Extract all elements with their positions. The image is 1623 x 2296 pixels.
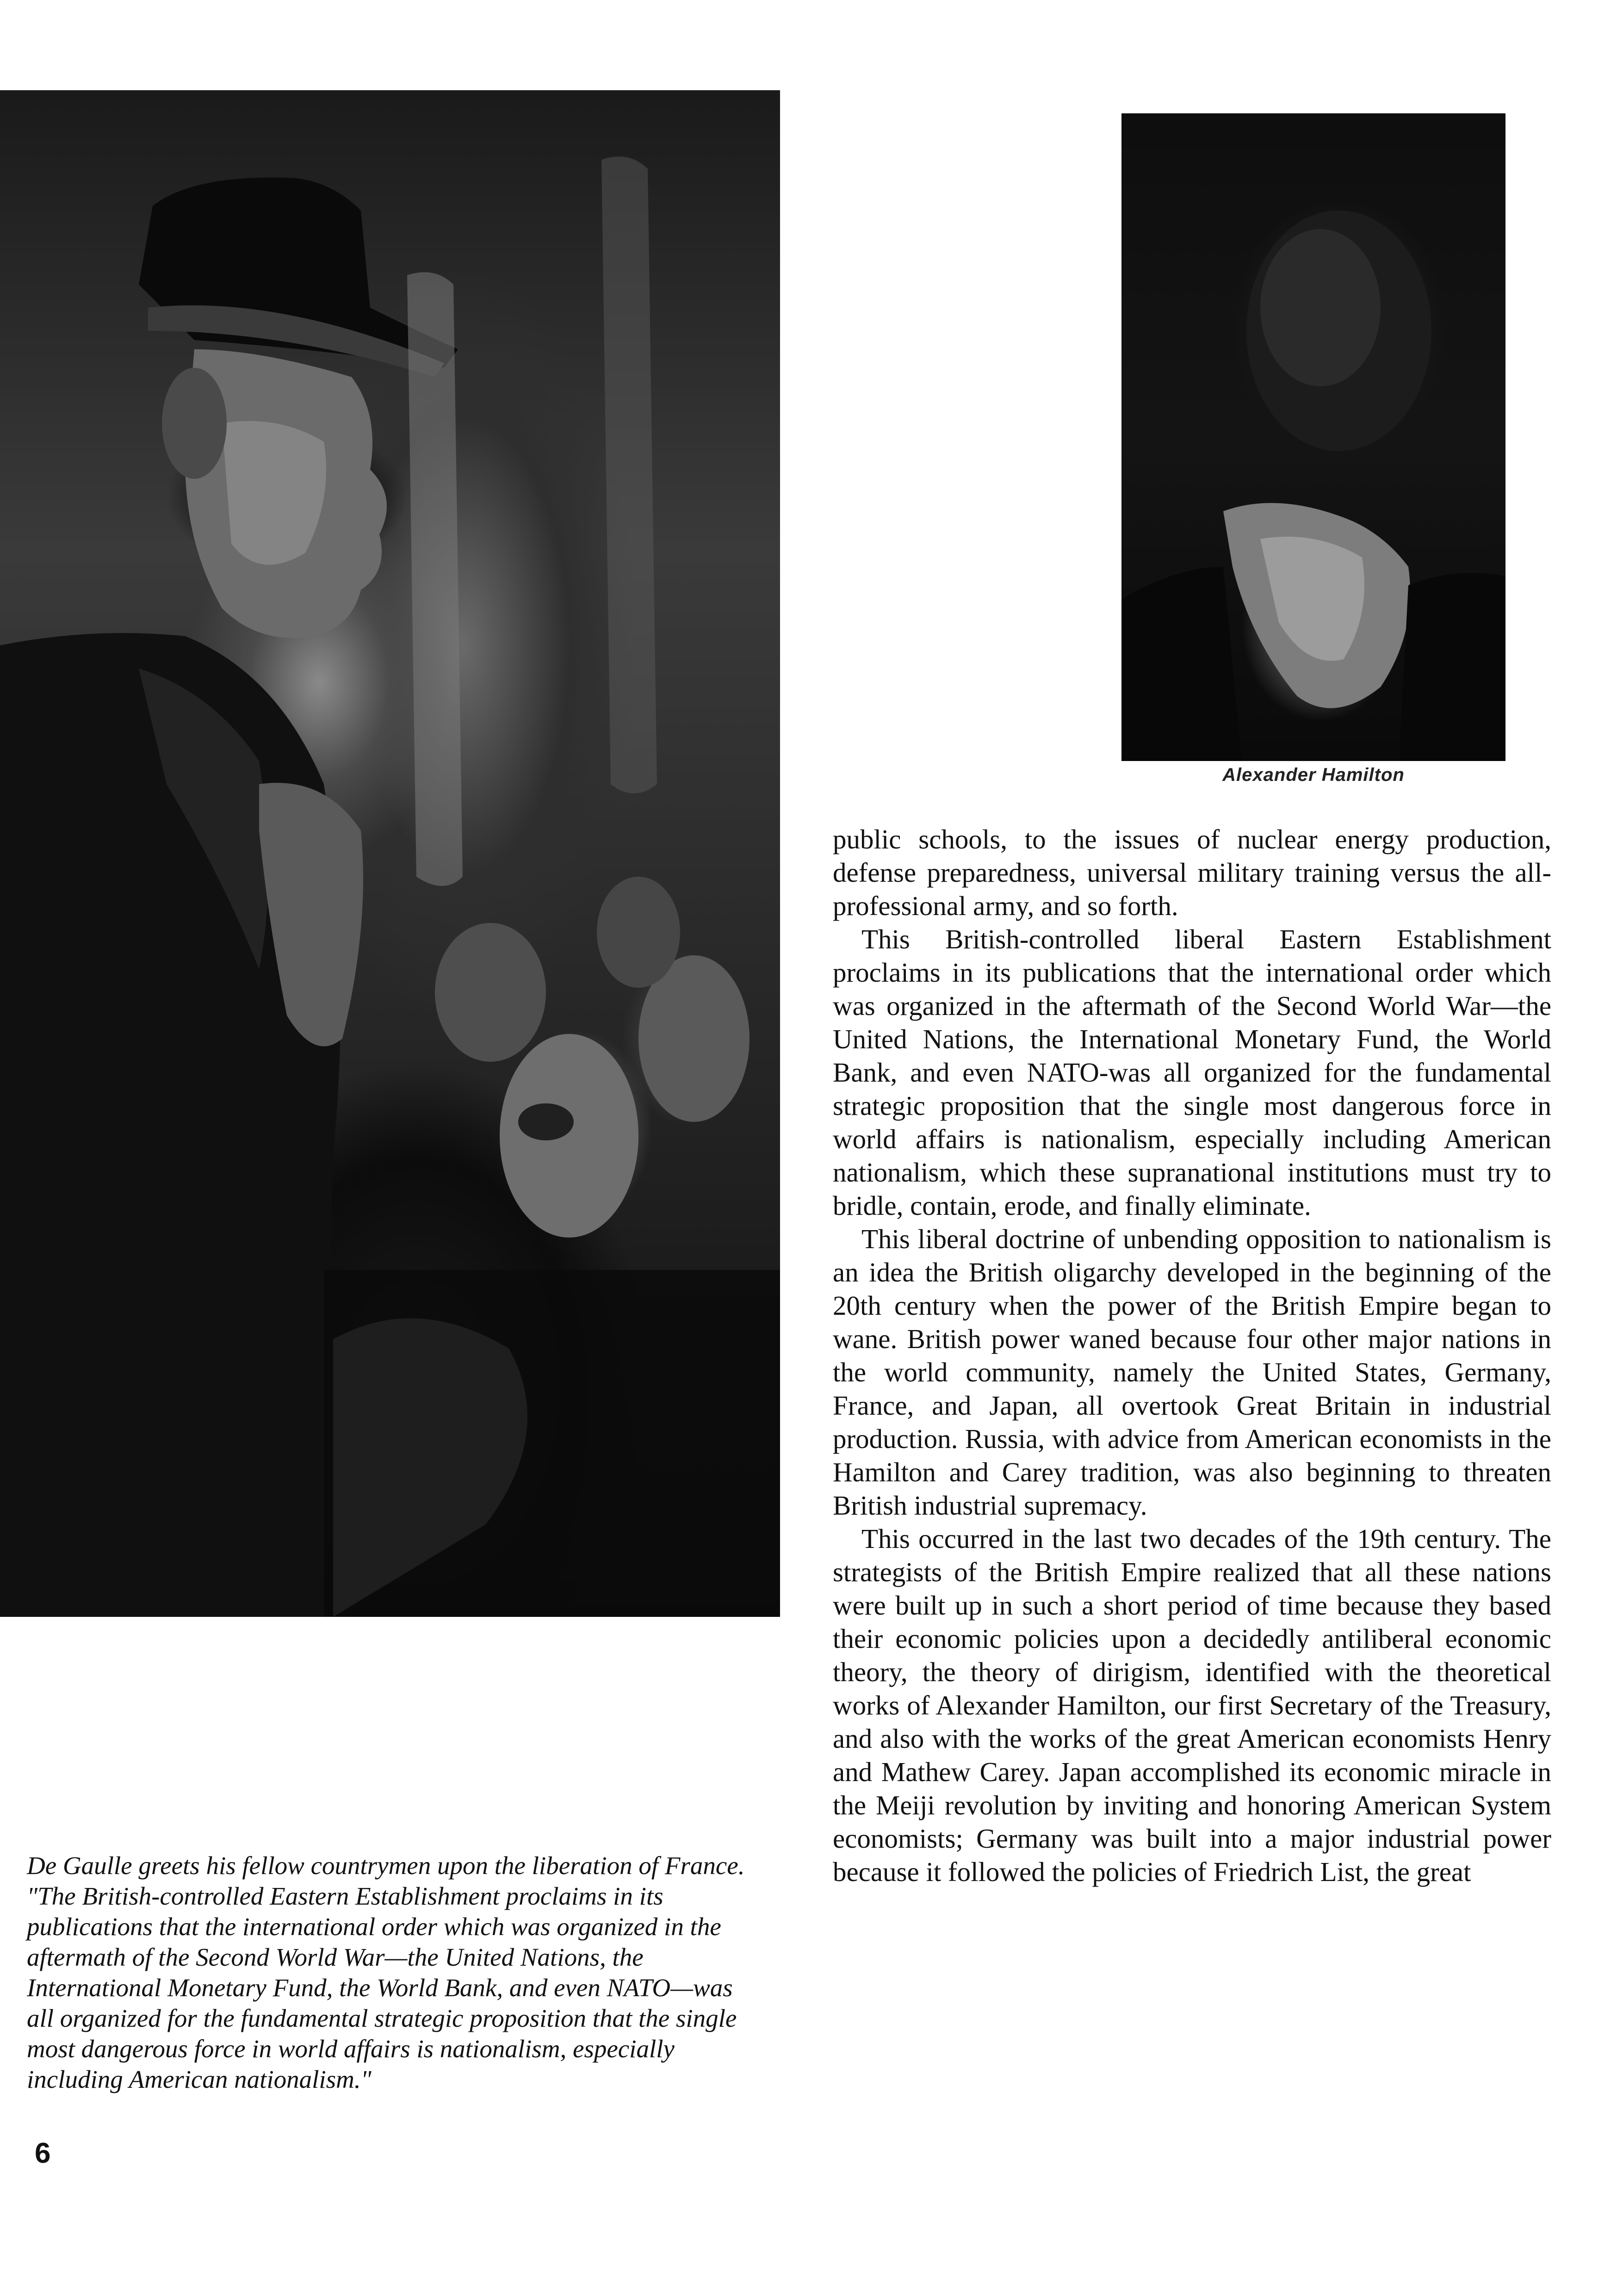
body-paragraph: This liberal doctrine of unbending opposition to nationalism is an idea the British oligarchy developed in the beginning of the 20th century when the power of the British Empire began to wane. British power waned because four other major nations in the world community, namely the United States, Germany, France, and Japan, all overtook Great Britain in industrial production. Russia, with advice from American economists in the Hamilton and Carey tradition, was also beginning to threaten British industrial supremacy. xyxy=(833,1224,1551,1521)
page-number: 6 xyxy=(35,2137,51,2169)
alexander-hamilton-photo-shapes xyxy=(1121,113,1505,761)
body-paragraph: This occurred in the last two decades of the 19th century. The strategists of the British Empire realized that all these nations were built up in such a short period of time because they based their economic policies upon a decidedly antiliberal economic theory, the theory of dirigism, identified with the theoretical works of Alexander Hamilton, our first Secretary of the Treasury, and also with the works of the great American economists Henry and Mathew Carey. Japan accomplished its economic miracle in the Meiji revolution by inviting and honoring American System economists; Germany was built into a major industrial power because it followed the policies of Friedrich List, the great xyxy=(833,1523,1551,1887)
hamilton-photo-caption: Alexander Hamilton xyxy=(1222,765,1405,785)
alexander-hamilton-photo xyxy=(1121,113,1505,761)
article-body xyxy=(833,823,1551,1888)
de-gaulle-photo-shapes xyxy=(0,90,780,1617)
body-paragraph: public schools, to the issues of nuclear energy production, defense preparedness, universal military training versus the all-professional army, and so forth. xyxy=(833,824,1551,921)
de-gaulle-photo xyxy=(0,90,780,1617)
de-gaulle-photo-caption: De Gaulle greets his fellow countrymen upon the liberation of France. "The British-controlled Eastern Establishment proclaims in its publications that the international order which was organized in the aftermath of the Second World War—the United Nations, the International Monetary Fund, the World Bank, and even NATO—was all organized for the fundamental strategic proposition that the single most dangerous force in world affairs is nationalism, especially including American nationalism." xyxy=(27,1851,745,2093)
body-paragraph: This British-controlled liberal Eastern Establishment proclaims in its publications that the international order which was organized in the aftermath of the Second World War—the United Nations, the International Monetary Fund, the World Bank, and even NATO-was all organized for the fundamental strategic proposition that the single most dangerous force in world affairs is nationalism, especially including American nationalism, which these supranational institutions must try to bridle, contain, erode, and finally eliminate. xyxy=(833,924,1551,1221)
